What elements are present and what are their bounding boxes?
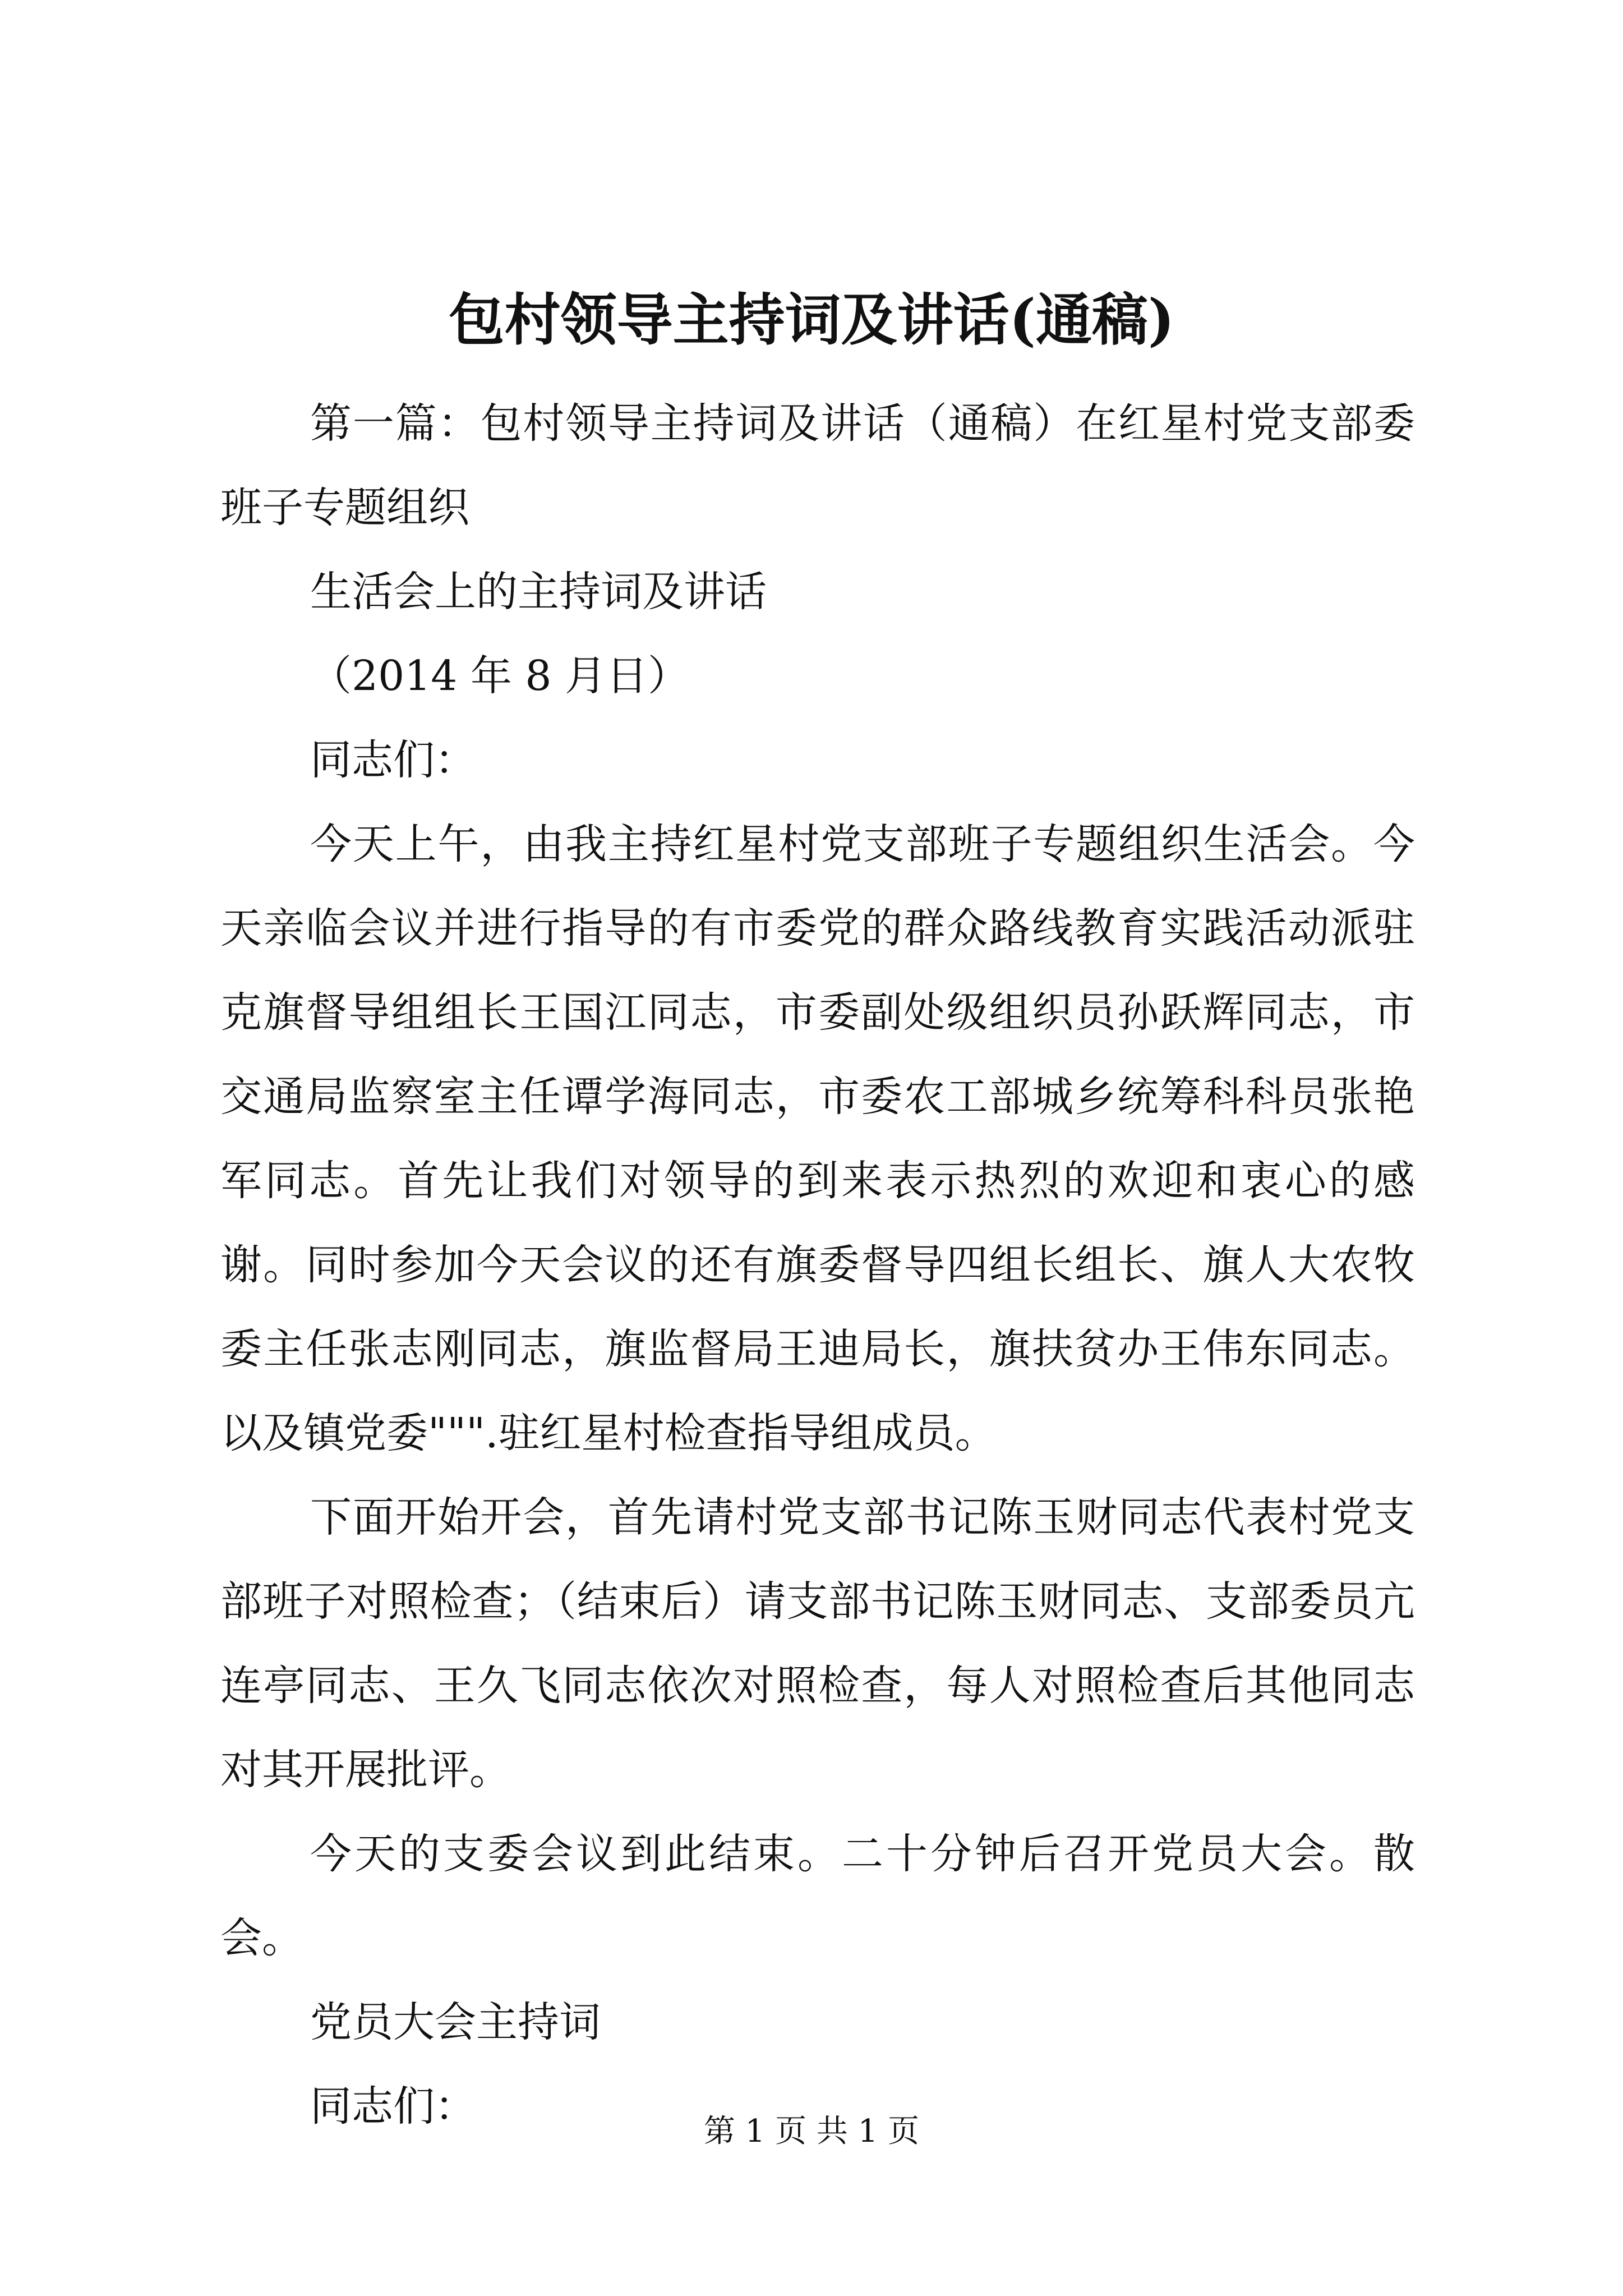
- paragraph-opening: 今天上午，由我主持红星村党支部班子专题组织生活会。今天亲临会议并进行指导的有市委党的群众路线教育实践活动派驻克旗督导组组长王国江同志，市委副处级组织员孙跃辉同志，市交通局监察室主任谭学海同志，市委农工部城乡统筹科科员张艳军同志。首先让我们对领导的到来表示热烈的欢迎和衷心的感谢。同时参加今天会议的还有旗委督导四组长组长、旗人大农牧委主任张志刚同志，旗监督局王迪局长，旗扶贫办王伟东同志。以及镇党委""".驻红星村检查指导组成员。: [220, 820, 1415, 1457]
- paragraph-agenda: 下面开始开会，首先请村党支部书记陈玉财同志代表村党支部班子对照检查；（结束后）请支部书记陈玉财同志、支部委员亢连亭同志、王久飞同志依次对照检查，每人对照检查后其他同志对其开展批评。: [220, 1493, 1415, 1794]
- paragraph-salutation: 同志们：: [310, 736, 476, 784]
- document-body: [220, 381, 1415, 2148]
- paragraph-subheading: 生活会上的主持词及讲话: [310, 568, 767, 616]
- document-title: 包村领导主持词及讲话(通稿): [448, 287, 1175, 353]
- paragraph-closing: 今天的支委会议到此结束。二十分钟后召开党员大会。散会。: [220, 1830, 1415, 1962]
- paragraph-section-title: 党员大会主持词: [310, 1998, 601, 2046]
- paragraph-heading: 第一篇：包村领导主持词及讲话（通稿）在红星村党支部委班子专题组织: [220, 399, 1415, 532]
- paragraph-salutation-2: 同志们：: [310, 2082, 476, 2131]
- paragraph-date: （2014 年 8 月日）: [310, 652, 689, 700]
- page-footer: 第 1 页 共 1 页: [703, 2113, 920, 2150]
